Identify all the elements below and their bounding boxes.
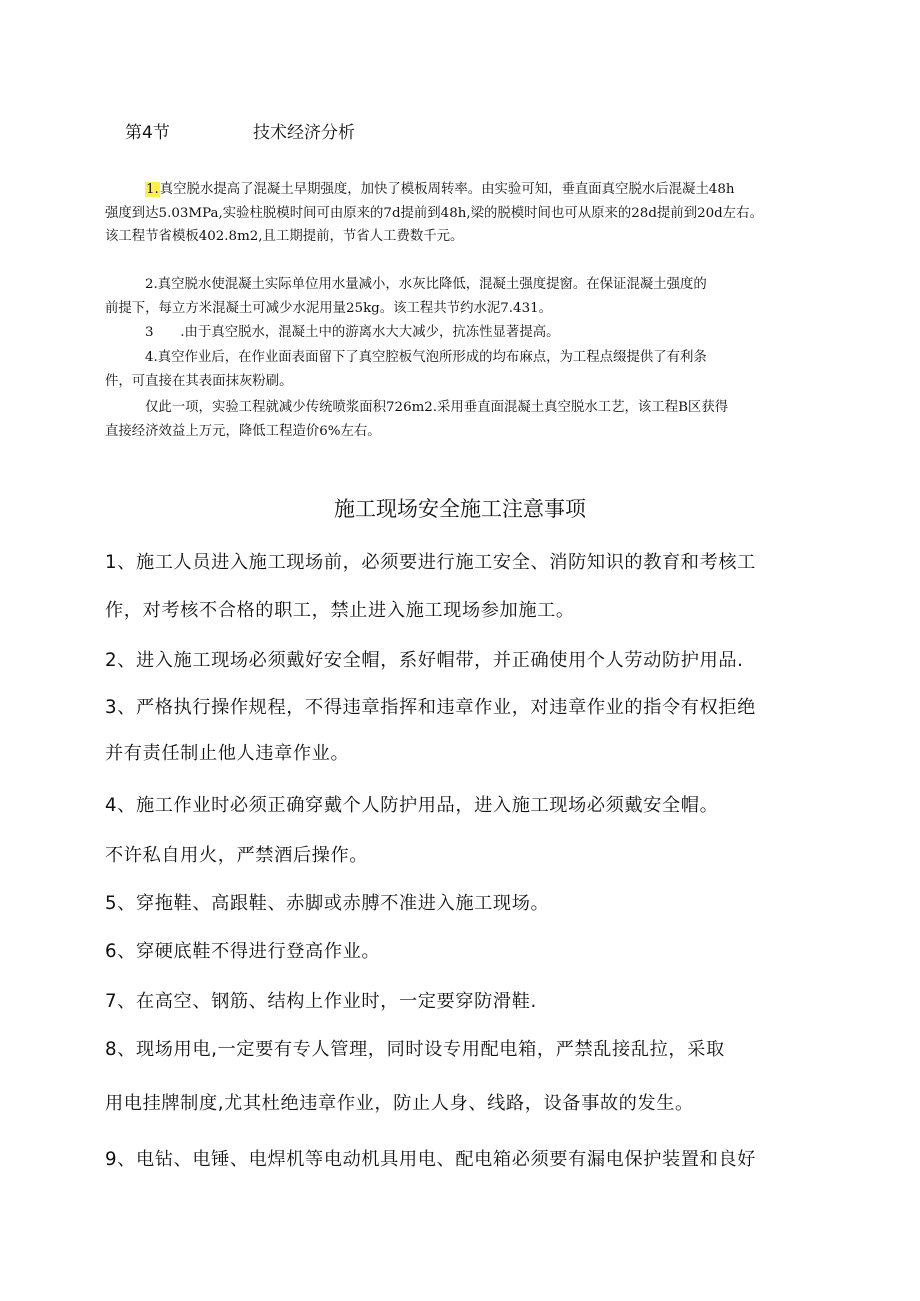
safety-line: 用电挂牌制度,尤其杜绝违章作业，防止人身、线路，设备事故的发生。 (105, 1093, 694, 1114)
paragraph-line: 仅此一项，实验工程就减少传统喷浆面积726m2.采用垂直面混凝土真空脱水工艺，该工程B区获得 (145, 400, 729, 415)
paragraph-line: 直接经济效益上万元，降低工程造价6%左右。 (105, 423, 381, 439)
analysis-paragraph-1 (105, 178, 825, 249)
paragraph-line: 真空脱水提高了混凝土早期强度，加快了模板周转率。由实验可知，垂直面真空脱水后混凝土48h (159, 182, 735, 197)
paragraph-line: 2.真空脱水使混凝土实际单位用水量减小，水灰比降低，混凝土强度提窗。在保证混凝土强度的 (145, 277, 707, 292)
safety-line: 不许私自用火，严禁酒后操作。 (105, 845, 369, 866)
section-heading (125, 118, 355, 143)
paragraph-line: 强度到达5.03MPa,实验柱脱模时间可由原来的7d提前到48h,梁的脱模时间也可从原来的28d提前到20d左右。 (105, 205, 763, 221)
analysis-paragraph-2 (105, 273, 825, 320)
safety-title: 施工现场安全施工注意事项 (334, 497, 586, 521)
safety-line: 作，对考核不合格的职工，禁止进入施工现场参加施工。 (105, 600, 575, 621)
paragraph-line: 前提下，每立方米混凝土可减少水泥用量25kg。该工程共节约水泥7.431。 (105, 300, 552, 316)
section-title: 技术经济分析 (253, 123, 355, 143)
safety-line: 8、现场用电,一定要有专人管理，同时设专用配电箱，严禁乱接乱拉，采取 (105, 1039, 725, 1060)
safety-line: 3、严格执行操作规程，不得违章指挥和违章作业，对违章作业的指令有权拒绝 (105, 697, 756, 718)
paragraph-line: 件，可直接在其表面抹灰粉刷。 (105, 373, 293, 389)
safety-line: 4、施工作业时必须正确穿戴个人防护用品，进入施工现场必须戴安全帽。 (105, 795, 719, 816)
safety-line: 1、施工人员进入施工现场前，必须要进行施工安全、消防知识的教育和考核工 (105, 552, 756, 573)
paragraph-line: 4.真空作业后，在作业面表面留下了真空腔板气泡所形成的均布麻点，为工程点缀提供了有利条 (145, 350, 707, 365)
analysis-paragraph-3 (105, 321, 825, 345)
safety-line: 并有责任制止他人违章作业。 (105, 743, 350, 764)
paragraph-line: 3 .由于真空脱水，混凝土中的游离水大大减少，抗冻性显著提高。 (145, 325, 560, 340)
safety-line: 5、穿拖鞋、高跟鞋、赤脚或赤膊不准进入施工现场。 (105, 893, 550, 914)
section-number: 第4节 (125, 123, 170, 143)
analysis-paragraph-5 (105, 396, 825, 443)
safety-line: 7、在高空、钢筋、结构上作业时，一定要穿防滑鞋. (105, 991, 537, 1012)
safety-line: 2、进入施工现场必须戴好安全帽，系好帽带，并正确使用个人劳动防护用品. (105, 650, 744, 671)
safety-line: 9、电钻、电锤、电焊机等电动机具用电、配电箱必须要有漏电保护装置和良好 (105, 1149, 756, 1170)
analysis-paragraph-4 (105, 346, 825, 393)
highlighted-marker: 1. (146, 182, 159, 197)
paragraph-line: 该工程节省模板402.8m2,且工期提前，节省人工费数千元。 (105, 229, 464, 244)
safety-line: 6、穿硬底鞋不得进行登高作业。 (105, 941, 381, 962)
